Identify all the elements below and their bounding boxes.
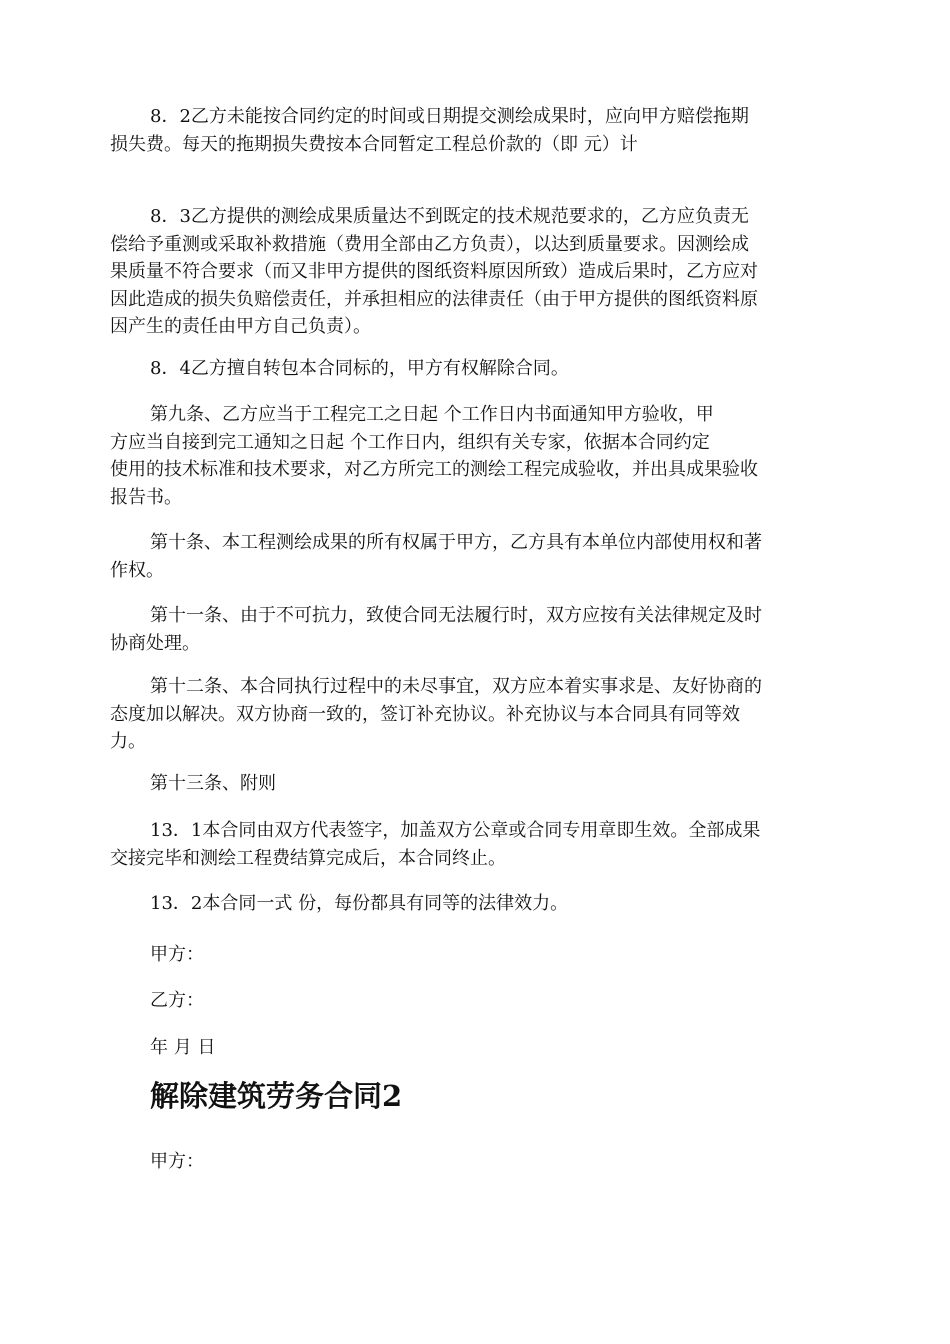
text-line: 果质量不符合要求（而又非甲方提供的图纸资料原因所致）造成后果时，乙方应对 <box>110 261 758 282</box>
text-line: 第十二条、本合同执行过程中的未尽事宜，双方应本着实事求是、友好协商的 <box>150 676 762 697</box>
text-line: 甲方： <box>150 944 204 965</box>
party-b-signature <box>110 987 845 1015</box>
text-line: 13．1本合同由双方代表签字，加盖双方公章或合同专用章即生效。全部成果 <box>150 820 761 841</box>
text-line: 态度加以解决。双方协商一致的，签订补充协议。补充协议与本合同具有同等效 <box>110 703 740 725</box>
text-line: 8．4乙方擅自转包本合同标的，甲方有权解除合同。 <box>150 358 569 379</box>
text-line: 报告书。 <box>110 486 182 508</box>
text-line: 协商处理。 <box>110 632 200 654</box>
text-line: 8．3乙方提供的测绘成果质量达不到既定的技术规范要求的，乙方应负责无 <box>150 206 749 227</box>
text-line: 第九条、乙方应当于工程完工之日起 个工作日内书面通知甲方验收，甲 <box>150 404 714 425</box>
article-11 <box>110 602 845 657</box>
text-line: 13．2本合同一式 份，每份都具有同等的法律效力。 <box>150 893 569 914</box>
text-line: 偿给予重测或采取补救措施（费用全部由乙方负责），以达到质量要求。因测绘成 <box>110 233 749 255</box>
text-line: 因此造成的损失负赔偿责任，并承担相应的法律责任（由于甲方提供的图纸资料原 <box>110 288 758 310</box>
date-line <box>110 1034 845 1062</box>
text-line: 交接完毕和测绘工程费结算完成后，本合同终止。 <box>110 847 506 869</box>
party-a-label <box>110 1148 845 1176</box>
clause-13-2 <box>110 890 845 918</box>
article-10 <box>110 529 845 584</box>
article-13-title <box>110 770 845 798</box>
article-9 <box>110 401 845 511</box>
text-line: 损失费。每天的拖期损失费按本合同暂定工程总价款的（即 元）计 <box>110 133 638 155</box>
clause-13-1 <box>110 817 845 872</box>
text-line: 甲方： <box>150 1151 204 1172</box>
text-line: 8．2乙方未能按合同约定的时间或日期提交测绘成果时，应向甲方赔偿拖期 <box>150 106 749 127</box>
text-line: 第十三条、附则 <box>150 773 276 794</box>
article-12 <box>110 673 845 756</box>
party-a-signature <box>110 941 845 969</box>
section-heading: 解除建筑劳务合同2 <box>150 1079 403 1113</box>
clause-8-2 <box>110 103 845 158</box>
text-line: 使用的技术标准和技术要求，对乙方所完工的测绘工程完成验收，并出具成果验收 <box>110 459 758 480</box>
text-line: 乙方： <box>150 990 204 1011</box>
clause-8-4 <box>110 355 845 383</box>
text-line: 因产生的责任由甲方自己负责）。 <box>110 316 371 337</box>
text-line: 第十条、本工程测绘成果的所有权属于甲方，乙方具有本单位内部使用权和著 <box>150 532 762 553</box>
text-line: 力。 <box>110 731 146 752</box>
clause-8-3 <box>110 203 845 341</box>
text-line: 年 月 日 <box>150 1037 216 1058</box>
text-line: 第十一条、由于不可抗力，致使合同无法履行时，双方应按有关法律规定及时 <box>150 605 762 626</box>
text-line: 方应当自接到完工通知之日起 个工作日内，组织有关专家，依据本合同约定 <box>110 431 710 453</box>
text-line: 作权。 <box>110 559 164 581</box>
